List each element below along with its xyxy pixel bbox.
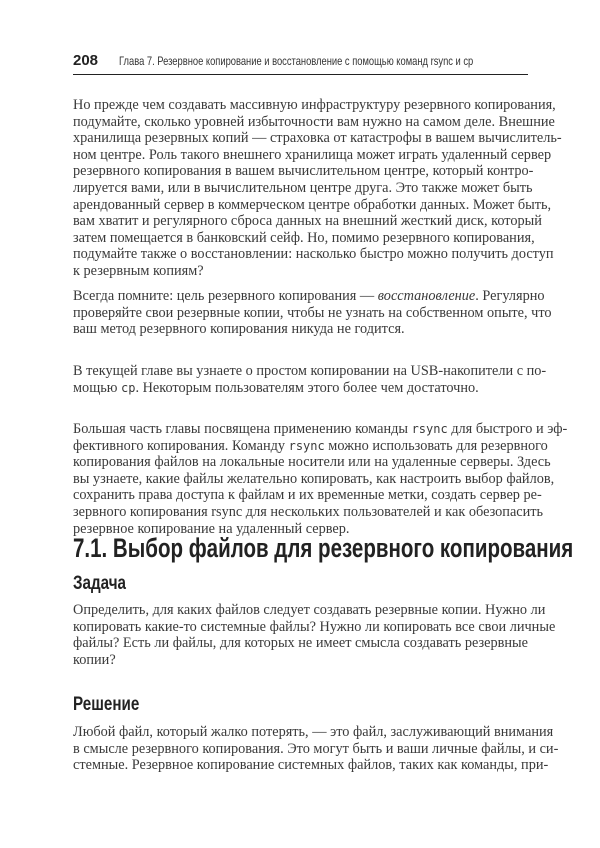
text-line: [73, 97, 556, 114]
page-number: 208: [73, 52, 99, 69]
text-run: В текущей главе вы узнаете о простом копировании на USB-накопители с по-: [73, 363, 547, 379]
text-line: [73, 635, 528, 652]
text-run: копии?: [73, 651, 116, 668]
text-run: резервного копирования в вашем вычислительном центре, который контро-: [73, 163, 534, 180]
text-line: [73, 196, 552, 214]
text-line: [73, 487, 542, 504]
text-run: стемные. Резервное копирование системных файлов, таких как команды, при-: [73, 757, 549, 774]
problem-paragraph: [73, 602, 556, 668]
text-run: затем помещается в банковский сейф. Но, помимо резервного копирования,: [73, 229, 535, 246]
text-run: лируется вами, или в вычислительном центре друга. Это также может быть: [73, 179, 533, 196]
text-line: [73, 229, 535, 247]
text-run: подумайте также о восстановлении: насколько быстро можно получить доступ: [73, 246, 554, 263]
section-heading: 7.1. Выбор файлов для резервного копирования: [73, 533, 574, 563]
text-run: вам хватит и регулярного сброса данных на внешний жесткий диск, который: [73, 213, 542, 230]
text-run: хранилища резервных копий — страховка от катастрофы в вашем вычислитель-: [73, 130, 562, 147]
text-line: [73, 179, 533, 197]
running-head-title: Глава 7. Резервное копирование и восстановление с помощью команд rsync и cp: [119, 54, 474, 68]
text-run: ном центре. Роль такого внешнего хранилища может играть удаленный сервер: [73, 146, 552, 163]
text-run: мощью: [73, 379, 121, 396]
text-run: ваш метод резервного копирования никуда не годится.: [73, 321, 405, 338]
text-line: [73, 246, 554, 263]
text-run: Но прежде чем создавать массивную инфраструктуру резервного копирования,: [73, 97, 556, 113]
text-line: [73, 757, 549, 774]
emphasis-text: восстановление: [377, 288, 476, 304]
problem-heading: Задача: [73, 573, 126, 594]
text-run: для быстрого и эф-: [447, 421, 568, 437]
text-line: [73, 363, 547, 380]
text-line: [73, 454, 551, 471]
text-line: [73, 263, 528, 280]
text-run: . Некоторым пользователям этого более чем достаточно.: [135, 379, 479, 396]
text-run: . Регулярно: [475, 288, 545, 304]
running-header: [73, 52, 528, 75]
text-run: Любой файл, который жалко потерять, — это файл, заслуживающий внимания: [73, 724, 554, 740]
text-run: копирования файлов на локальные носители или на удаленные серверы. Здесь: [73, 454, 551, 471]
paragraph: [73, 363, 547, 396]
inline-code: cp: [120, 380, 136, 395]
text-run: Всегда помните: цель резервного копирования —: [73, 288, 378, 304]
text-run: арендованный сервер в коммерческом центре обработки данных. Может быть,: [73, 196, 552, 213]
text-line: [73, 380, 528, 397]
text-run: файлы? Есть ли файлы, для которых не имеет смысла создавать резервные: [73, 635, 529, 652]
text-line: [73, 470, 555, 488]
solution-heading: Решение: [73, 694, 140, 715]
text-line: [73, 421, 568, 438]
text-line: [73, 288, 545, 305]
paragraph: [73, 97, 562, 280]
text-run: к резервным копиям?: [73, 262, 204, 279]
inline-code: rsync: [411, 422, 448, 436]
paragraph: [73, 421, 568, 537]
text-run: копировать какие-то системные файлы? Нужно ли копировать все свои личные: [73, 618, 556, 635]
text-line: [73, 113, 555, 131]
text-run: Определить, для каких файлов следует создавать резервные копии. Нужно ли: [73, 602, 546, 618]
text-run: проверяйте свои резервные копии, чтобы не узнать на собственном опыте, что: [73, 304, 552, 321]
inline-code: rsync: [288, 438, 325, 453]
text-run: подумайте, сколько уровней избыточности вам нужно на самом деле. Внешние: [73, 113, 555, 130]
text-line: [73, 163, 534, 180]
paragraph: [73, 288, 552, 338]
text-line: [73, 213, 542, 230]
text-run: зервного копирования rsync для нескольких пользователей и как обезопасить: [73, 503, 544, 520]
text-run: Большая часть главы посвящена применению команды: [73, 421, 412, 437]
text-run: можно использовать для резервного: [324, 437, 548, 454]
text-line: [73, 503, 544, 521]
solution-paragraph: [73, 724, 559, 774]
text-line: [73, 618, 556, 636]
text-run: вы узнаете, какие файлы желательно копировать, как настроить выбор файлов,: [73, 470, 555, 487]
text-line: [73, 304, 552, 322]
text-line: [73, 602, 546, 619]
text-line: [73, 724, 554, 741]
text-run: сохранить права доступа к файлам и их временные метки, создать сервер ре-: [73, 487, 542, 504]
text-line: [73, 321, 528, 338]
text-run: фективного копирования. Команду: [73, 437, 289, 454]
text-line: [73, 437, 548, 455]
text-run: резервное копирование на удаленный сервер.: [73, 520, 350, 537]
text-line: [73, 740, 559, 758]
text-line: [73, 130, 562, 147]
text-line: [73, 652, 528, 669]
text-run: в смысле резервного копирования. Это могут быть и ваши личные файлы, и си-: [73, 740, 559, 757]
text-line: [73, 146, 552, 164]
